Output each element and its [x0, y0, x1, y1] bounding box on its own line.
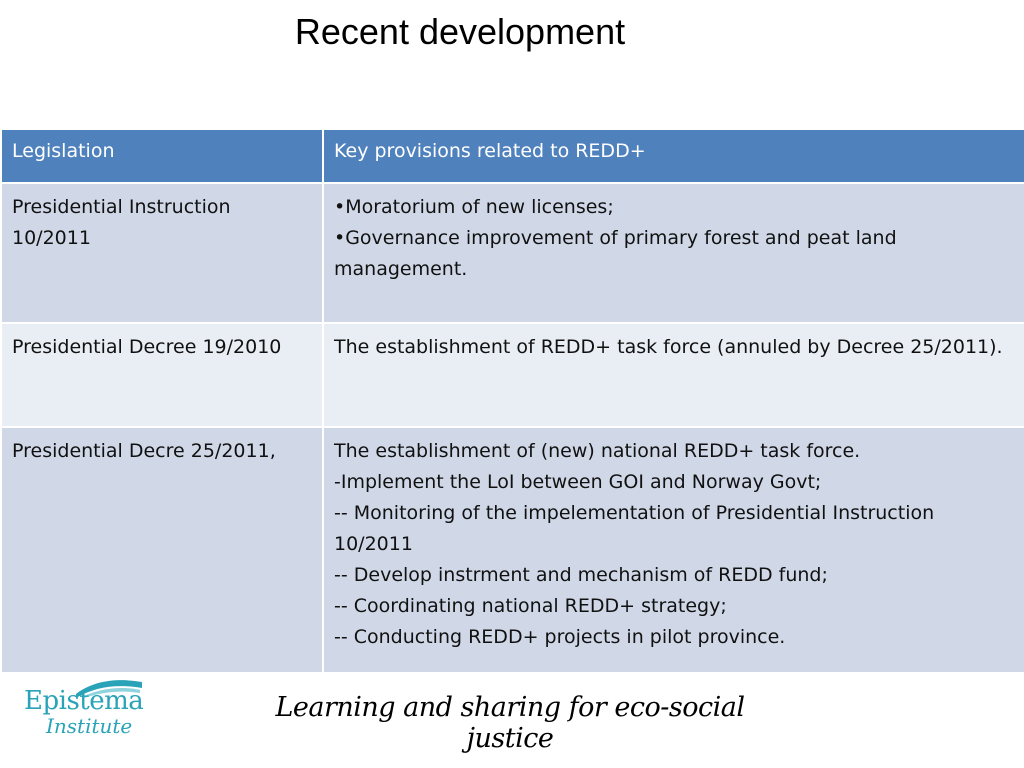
- provision-line: -Implement the LoI between GOI and Norway Govt;: [334, 471, 822, 493]
- table-row: [1, 183, 1024, 323]
- table-header-row: [1, 129, 1024, 183]
- provision-line: -- Conducting REDD+ projects in pilot province.: [334, 626, 786, 648]
- provision-line: The establishment of REDD+ task force (annuled by Decree 25/2011).: [334, 336, 1003, 358]
- provision-line: •Governance improvement of primary forest and peat land management.: [334, 227, 897, 280]
- legislation-cell: Presidential Instruction 10/2011: [1, 183, 323, 323]
- provision-line: The establishment of (new) national REDD+ task force.: [334, 440, 861, 462]
- provision-line: •Moratorium of new licenses;: [334, 196, 614, 218]
- table-row: [1, 323, 1024, 427]
- provisions-cell: [323, 183, 1024, 323]
- legislation-cell: Presidential Decree 19/2010: [1, 323, 323, 427]
- column-header-legislation: Legislation: [1, 129, 323, 183]
- provision-line: -- Monitoring of the impelementation of Presidential Instruction 10/2011: [334, 502, 935, 555]
- provisions-cell: [323, 323, 1024, 427]
- provision-line: -- Develop instrment and mechanism of REDD fund;: [334, 564, 828, 586]
- epistema-logo: [22, 676, 144, 740]
- slide-title: Recent development: [294, 11, 626, 52]
- logo-name: Epistema: [24, 686, 144, 716]
- provision-line: -- Coordinating national REDD+ strategy;: [334, 595, 727, 617]
- column-header-provisions: Key provisions related to REDD+: [323, 129, 1024, 183]
- logo-subtitle: Institute: [46, 714, 133, 738]
- table-row: [1, 427, 1024, 673]
- tagline: Learning and sharing for eco-social justice: [275, 692, 745, 754]
- provisions-cell: [323, 427, 1024, 673]
- legislation-table: [0, 128, 1024, 674]
- legislation-cell: Presidential Decre 25/2011,: [1, 427, 323, 673]
